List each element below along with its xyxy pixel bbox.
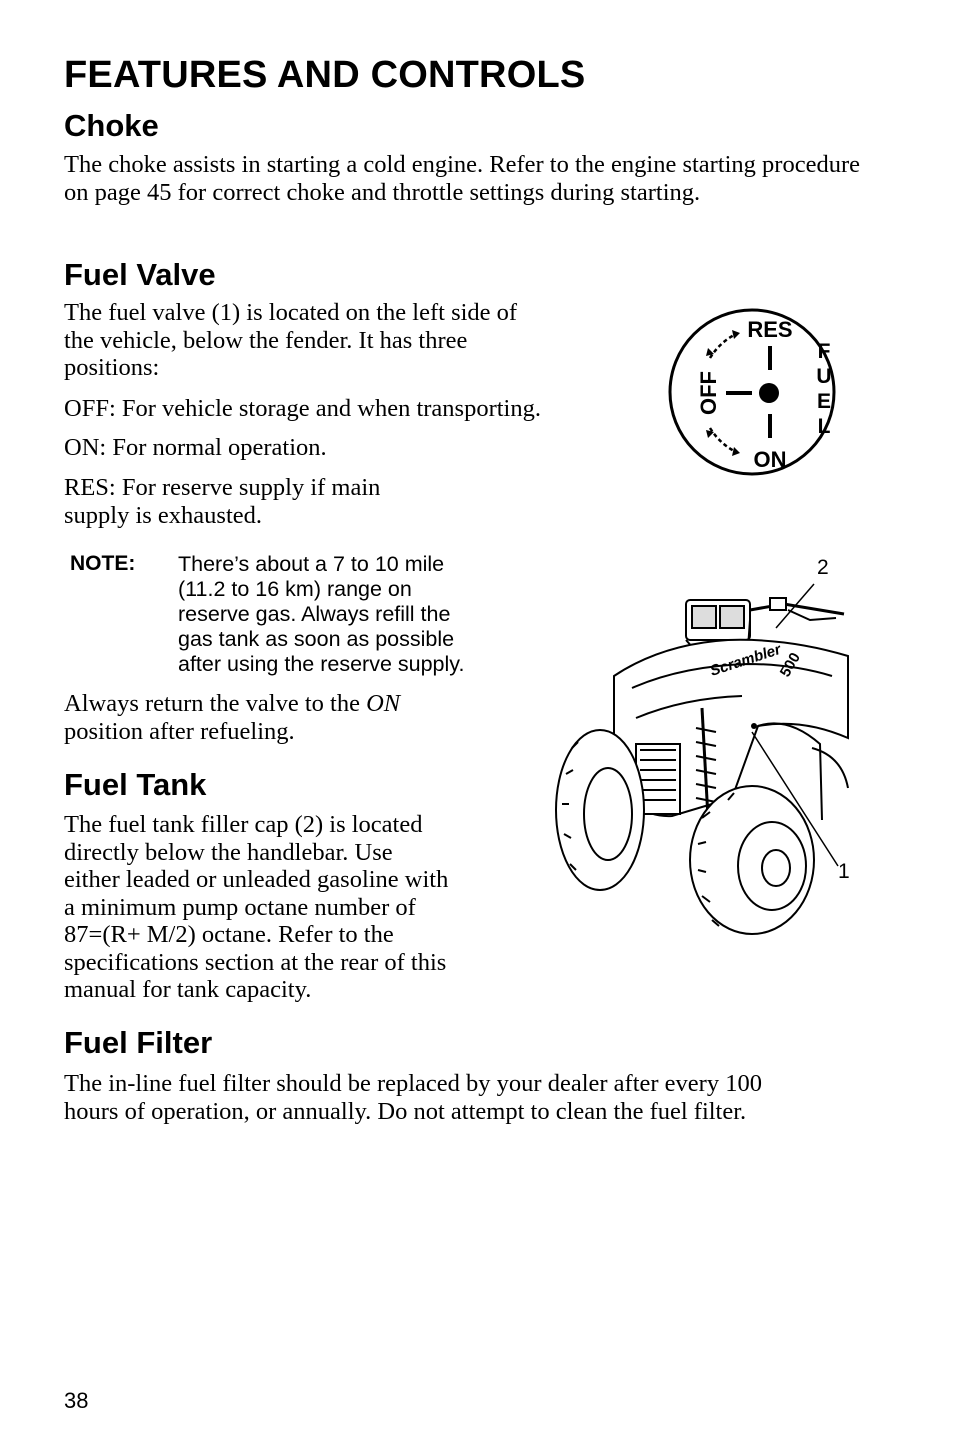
fuel-valve-line: positions: bbox=[64, 354, 160, 381]
fuel-valve-paragraph bbox=[64, 299, 517, 382]
fuel-tank-paragraph bbox=[64, 811, 448, 1004]
fuel-valve-line: The fuel valve (1) is located on the left side of bbox=[64, 299, 518, 326]
atv-decal-brand: Scrambler bbox=[707, 640, 784, 680]
fuel-valve-line: the vehicle, below the fender. It has three bbox=[64, 326, 468, 354]
atv-illustration bbox=[552, 548, 852, 943]
fuel-tank-line: directly below the handlebar. Use bbox=[64, 838, 393, 866]
note-line: reserve gas. Always refill the bbox=[178, 602, 451, 626]
valve-res-description bbox=[64, 474, 380, 529]
fuel-valve-marker-icon bbox=[751, 723, 757, 729]
note-text bbox=[178, 552, 538, 677]
valve-res-line: RES: For reserve supply if main bbox=[64, 474, 381, 501]
fuel-valve-dial bbox=[668, 296, 832, 486]
return-valve-paragraph bbox=[64, 690, 400, 745]
dial-res-label: RES bbox=[747, 317, 793, 342]
return-valve-emphasis: ON bbox=[366, 690, 401, 717]
valve-on-description: ON: For normal operation. bbox=[64, 434, 327, 461]
choke-heading: Choke bbox=[64, 108, 159, 143]
note-line: There’s about a 7 to 10 mile bbox=[178, 552, 445, 576]
fuel-tank-line: a minimum pump octane number of bbox=[64, 893, 416, 921]
dial-fuel-letter: U bbox=[816, 365, 832, 388]
callout-1-label: 1 bbox=[838, 860, 850, 883]
note-line: (11.2 to 16 km) range on bbox=[178, 577, 412, 601]
dial-off-label: OFF bbox=[695, 371, 721, 415]
fuel-tank-line: specifications section at the rear of this bbox=[64, 948, 447, 976]
note-line: after using the reserve supply. bbox=[178, 652, 465, 676]
dial-fuel-letter: F bbox=[817, 340, 831, 363]
fuel-tank-line: either leaded or unleaded gasoline with bbox=[64, 866, 449, 893]
dial-on-label: ON bbox=[753, 447, 787, 472]
valve-res-line: supply is exhausted. bbox=[64, 501, 263, 529]
page-number: 38 bbox=[64, 1388, 89, 1413]
dial-fuel-letter: E bbox=[816, 390, 832, 413]
page-title: FEATURES AND CONTROLS bbox=[64, 54, 586, 96]
fuel-filter-heading: Fuel Filter bbox=[64, 1025, 213, 1060]
callout-2-label: 2 bbox=[817, 556, 829, 579]
fuel-tank-heading: Fuel Tank bbox=[64, 767, 207, 802]
fuel-tank-line: The fuel tank filler cap (2) is located bbox=[64, 811, 423, 838]
return-valve-text: position after refueling. bbox=[64, 717, 295, 745]
fuel-tank-line: 87=(R+ M/2) octane. Refer to the bbox=[64, 921, 394, 948]
valve-off-description: OFF: For vehicle storage and when transporting. bbox=[64, 395, 541, 422]
dial-fuel-letter: L bbox=[817, 415, 831, 438]
fuel-filter-paragraph bbox=[64, 1070, 762, 1125]
fuel-filter-line: hours of operation, or annually. Do not attempt to clean the fuel filter. bbox=[64, 1097, 747, 1125]
dial-center-icon bbox=[759, 383, 779, 403]
fuel-valve-heading: Fuel Valve bbox=[64, 257, 216, 292]
return-valve-text: Always return the valve to the bbox=[64, 690, 367, 717]
note-line: gas tank as soon as possible bbox=[178, 627, 455, 651]
fuel-filter-line: The in-line fuel filter should be replaced by your dealer after every 100 bbox=[64, 1070, 762, 1097]
atv-decal-model: 500 bbox=[776, 649, 804, 680]
fuel-tank-line: manual for tank capacity. bbox=[64, 976, 312, 1003]
choke-paragraph: The choke assists in starting a cold engine. Refer to the engine starting procedure on page 45 for correct choke and throttle settings during starting. bbox=[64, 151, 860, 206]
note-label: NOTE: bbox=[70, 552, 136, 575]
